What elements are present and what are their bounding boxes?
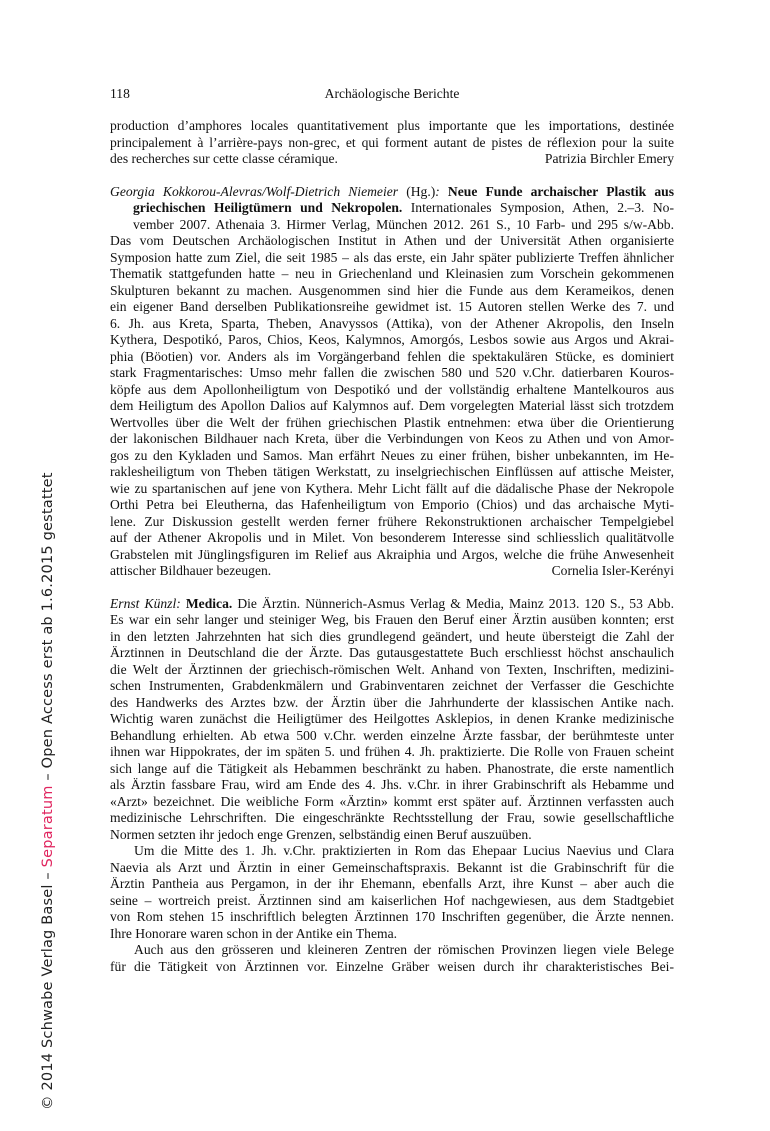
text-line: des Handwerks des Arztes bzw. der Ärztin über die Jahrhunderte der klassischen Antike nach. xyxy=(110,694,674,710)
text-line: gos zu den Kykladen und Samos. Man erfährt Neues zu einer frühen, bisher unbekannten, im He- xyxy=(110,447,674,463)
text-line: Thematik stattgefunden hatte – neu in Griechenland und Kleinasien zum Vorschein gekommenen xyxy=(110,266,674,281)
text-line: des recherches sur cette classe céramique. xyxy=(110,151,338,166)
text-line: Orthi Petra bei Eleutherna, das Hafenheiligtum von Emporio (Chios) und das archaische Myti- xyxy=(110,497,674,512)
text-line: wie zu spartanischen auf jene von Kythera. Mehr Licht fällt auf die dädalische Phase der Nekropole xyxy=(110,480,674,496)
bibliographic-info: Internationales Symposion, Athen, 2.–3. No- xyxy=(410,200,674,215)
text-line: ein eigener Band derselben Publikationsreihe gewidmet ist. 15 Autoren stellen Werke des 7. und xyxy=(110,299,674,314)
editors-mark: (Hg.) xyxy=(406,183,436,199)
colon: : xyxy=(435,183,440,199)
text-line: von Rom stehen 15 inschriftlich belegten Ärztinnen 170 Inschriften gegenüber, die Ärzte nennen. xyxy=(110,909,674,924)
text-line: principalement à l’arrière-pays non-grec, et qui forment autant de pistes de réflexion pour la suite xyxy=(110,134,674,150)
review-end xyxy=(110,563,674,580)
book-authors: Georgia Kokkorou-Alevras/Wolf-Dietrich Niemeier xyxy=(110,183,399,199)
text-line: stark Fragmentarisches: Umso mehr fallen die zwischen 580 und 520 v.Chr. datierbaren Kouros- xyxy=(110,365,674,380)
text-line: «Arzt» bezeichnet. Die weibliche Form «Ärztin» kommt erst später auf. Ärztinnen verfassten auch xyxy=(110,793,674,809)
text-line: auf der Athener Akropolis und in Milet. Von besonderem Interesse sind schliesslich qualitätvolle xyxy=(110,530,674,545)
text-line: Wertvolles über die Welt der frühen griechischen Plastik entnehmen: etwa über die Orientierung xyxy=(110,414,674,430)
notice-text: © 2014 Schwabe Verlag Basel – xyxy=(40,867,56,1110)
text-line: Um die Mitte des 1. Jh. v.Chr. praktizierten in Rom das Ehepaar Lucius Naevius und Clara xyxy=(134,843,674,858)
page-number: 118 xyxy=(110,86,130,101)
review-heading xyxy=(110,184,674,201)
bibliographic-info: vember 2007. Athenaia 3. Hirmer Verlag, München 2012. 261 S., 10 Farb- und 295 s/w-Abb. xyxy=(133,216,674,232)
bibliographic-info: Die Ärztin. Nünnerich-Asmus Verlag & Media, Mainz 2013. 120 S., 53 Abb. xyxy=(237,595,674,611)
text-line: Ärztin Pantheia aus Pergamon, in der ihr Ehemann, ebenfalls Arzt, ihre Kunst – aber auch die xyxy=(110,876,674,891)
text-line: Behandlung erhielten. Ab etwa 500 v.Chr. werden einzelne Ärzte fassbar, der berühmteste unter xyxy=(110,727,674,743)
review-heading xyxy=(110,200,674,217)
text-line: Symposion hatte zum Ziel, die seit 1985 – als das erste, ein Jahr später publizierte Treffen ähnlicher xyxy=(110,249,674,265)
text-line: Das vom Deutschen Archäologischen Institut in Athen und der Universität Athen organisierte xyxy=(110,233,674,248)
text-line: raklesheiligtum von Theben tätigen Werkstatt, zu inselgriechischen Einflüssen auf attische Meister, xyxy=(110,464,674,479)
book-title: Neue Funde archaischer Plastik aus xyxy=(447,183,674,199)
text-line: Naevia als Arzt und Ärztin in einer Gemeinschaftspraxis. Bekannt ist die Grabinschrift für die xyxy=(110,859,674,875)
text-line: köpfe aus dem Apollonheiligtum von Despotikó und der vollständig erhaltene Mantelkouros aus xyxy=(110,381,674,397)
review-end xyxy=(110,151,674,168)
text-line: Kythera, Despotikó, Paros, Chios, Keos, Kalymnos, Amorgós, Lesbos sowie aus Argos und Akrai- xyxy=(110,332,674,347)
notice-text: – Open Access erst ab 1.6.2015 gestattet xyxy=(40,472,56,786)
text-line: lene. Zur Diskussion gestellt werden ferner frühere Rekonstruktionen archaischer Tempelgiebel xyxy=(110,513,674,529)
text-line: Es war ein sehr langer und steiniger Weg, bis Frauen den Beruf einer Ärztin ausüben konnten; erst xyxy=(110,612,674,627)
text-line: als Ärztin fassbare Frau, wird am Ende des 4. Jhs. v.Chr. in ihrer Grabinschrift als Hebamme und xyxy=(110,777,674,792)
review-3 xyxy=(110,596,674,976)
text-line: die Welt der Ärztinnen der griechisch-römischen Welt. Anhand von Texten, Inschriften, medizini- xyxy=(110,661,674,677)
book-title: Medica. xyxy=(185,595,233,611)
review-2 xyxy=(110,184,674,580)
text-line: schen Instrumenten, Grabdenkmälern und Grabinventaren zeichnet der Verfasser die Geschichte xyxy=(110,678,674,693)
review-1 xyxy=(110,118,674,168)
reviewer-name: Cornelia Isler-Kerényi xyxy=(551,563,674,578)
separatum-label: Separatum xyxy=(40,785,56,868)
copyright-notice xyxy=(40,472,56,1110)
text-line: der lakonischen Bildhauer nach Kreta, über die Verbindungen von Keos zu Athen und von Amor- xyxy=(110,431,674,446)
text-line: Auch aus den grösseren und kleineren Zentren der römischen Provinzen liegen viele Belege xyxy=(134,942,674,957)
text-line: phia (Böotien) vor. Anders als im Vorgängerband fehlen die spektakulären Stücke, es dominiert xyxy=(110,348,674,364)
text-line: Normen setzten ihr jedoch enge Grenzen, selbständig einen Beruf auszuüben. xyxy=(110,826,532,842)
text-line: in den letzten Jahrzehnten hat sich dies grundlegend geändert, und heute übersteigt die Zahl der xyxy=(110,628,674,644)
text-line: Skulpturen bekannt zu machen. Ausgenommen sind hier die Funde aus dem Kerameikos, denen xyxy=(110,282,674,298)
text-line: Ärztinnen in Deutschland die der Ärzte. Das gutausgestattete Buch erschliesst höchst anschaulich xyxy=(110,645,674,660)
text-line: sich lange auf die Tätigkeit als Hebammen beschränkt zu haben. Phanostrate, die erste namentlich xyxy=(110,760,674,776)
page-body xyxy=(110,86,674,975)
running-header xyxy=(110,86,674,104)
text-line: 6. Jh. aus Kreta, Sparta, Theben, Anavyssos (Attika), von der Athener Akropolis, den Inseln xyxy=(110,315,674,331)
text-line: seine – wortreich preist. Ärztinnen sind am kaiserlichen Hof nachgewiesen, aus dem Stadtgebiet xyxy=(110,892,674,908)
review-heading xyxy=(110,596,674,613)
text-line: Wichtig waren zunächst die Heiligtümer des Heilgottes Asklepios, in denen Kranke medizinische xyxy=(110,711,674,726)
text-line: Grabstelen mit Jünglingsfiguren im Relief aus Akraiphia und Argos, welche die frühe Anwesenheit xyxy=(110,546,674,562)
running-title: Archäologische Berichte xyxy=(324,86,460,101)
text-line: production d’amphores locales quantitativement plus importante que les importations, destinée xyxy=(110,118,674,133)
text-line: dem Heiligtum des Apollon Dalios auf Kalymnos auf. Dem vorgelegten Material lässt sich trotzdem xyxy=(110,398,674,413)
text-line: Ihre Honorare waren schon in der Antike ein Thema. xyxy=(110,925,398,941)
text-line: medizinische Lehrschriften. Die eingeschränkte Rechtsstellung der Frau, sowie gesellschaftliche xyxy=(110,810,674,825)
text-line: für die Tätigkeit von Ärztinnen vor. Einzelne Gräber weisen durch ihr charakteristisches Bei- xyxy=(110,958,674,974)
text-line: attischer Bildhauer bezeugen. xyxy=(110,563,272,578)
book-author: Ernst Künzl: xyxy=(110,595,181,611)
text-line: ihnen war Hippokrates, der im späten 5. und frühen 4. Jh. praktizierte. Die Rolle von Frauen scheint xyxy=(110,744,674,759)
book-title: griechischen Heiligtümern und Nekropolen. xyxy=(133,200,403,215)
reviewer-name: Patrizia Birchler Emery xyxy=(544,151,674,166)
